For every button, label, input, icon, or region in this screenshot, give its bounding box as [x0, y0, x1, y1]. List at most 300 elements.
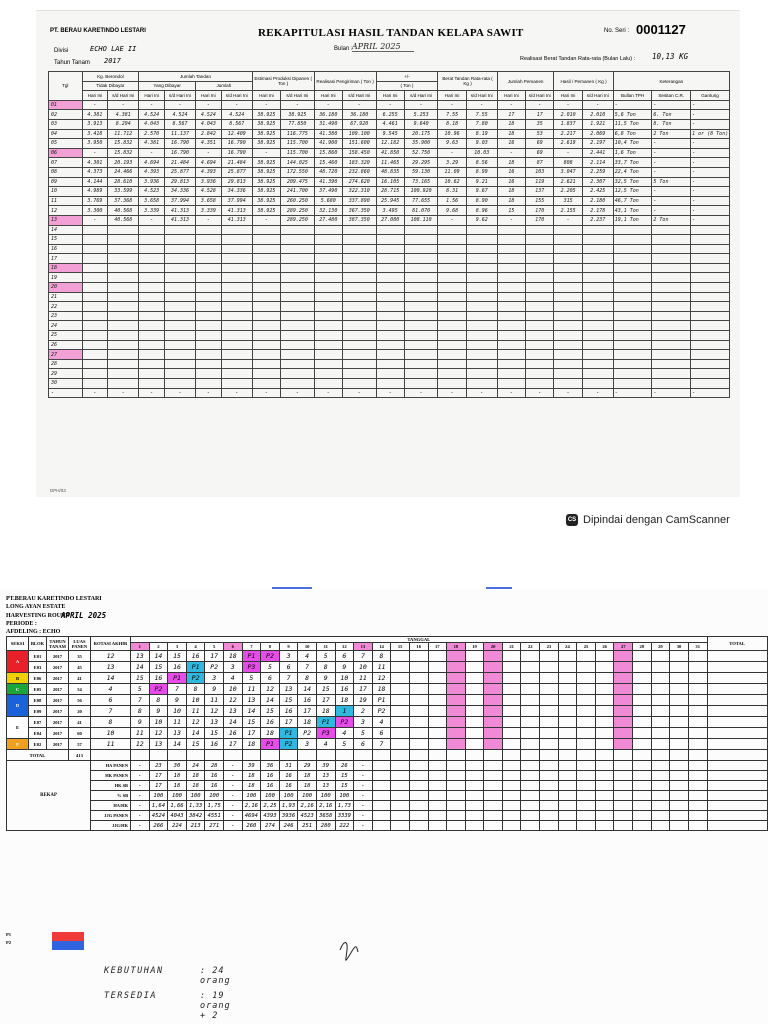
day-cell: 8 — [298, 673, 317, 684]
table-cell — [139, 302, 165, 312]
table-cell — [497, 263, 525, 273]
table-cell: - — [438, 388, 466, 398]
table-cell: 144.025 — [281, 158, 315, 168]
day-cell — [540, 717, 559, 728]
empty-cell — [428, 750, 447, 761]
rotasi-cell: 14 — [91, 673, 131, 684]
day-cell: 12 — [223, 695, 242, 706]
rekap-cell: 2,16 — [316, 801, 335, 811]
table-cell — [221, 331, 252, 341]
table-cell: 8.567 — [221, 119, 252, 129]
rekap-cell — [595, 821, 614, 831]
col-seksi: SEKSI — [7, 637, 29, 651]
table-cell — [466, 369, 497, 379]
sub-hari-ini: Hari Ini — [252, 91, 280, 101]
rekap-cell: - — [131, 801, 150, 811]
table-cell: 10.96 — [438, 129, 466, 139]
table-cell: - — [252, 100, 280, 110]
rekap-cell — [428, 821, 447, 831]
table-cell — [252, 321, 280, 331]
cell-tgl: 07 — [49, 158, 83, 168]
rekap-table — [48, 71, 730, 398]
table-cell — [466, 244, 497, 254]
table-cell: 24.466 — [108, 167, 139, 177]
rekap-cell: - — [223, 781, 242, 791]
rekap-cell: 18 — [298, 781, 317, 791]
table-row — [49, 158, 730, 168]
table-cell — [376, 321, 404, 331]
table-cell — [82, 369, 108, 379]
rekap-cell — [558, 811, 577, 821]
form-code: DPH/03 — [50, 488, 66, 493]
table-cell — [221, 292, 252, 302]
table-cell: 81.070 — [404, 206, 438, 216]
keterangan-cell: - — [652, 139, 691, 149]
keterangan-cell: 2 Ton — [652, 215, 691, 225]
table-cell: 73.165 — [404, 177, 438, 187]
day-cell — [614, 739, 633, 750]
table-cell — [466, 340, 497, 350]
luas-cell: 54 — [69, 684, 91, 695]
keterangan-cell: 33,7 Ton — [613, 158, 652, 168]
table-cell — [165, 321, 196, 331]
table-cell — [376, 359, 404, 369]
table-row — [49, 110, 730, 120]
sub-sd-hari-ini: s/d Hari Ini — [582, 91, 613, 101]
table-cell — [314, 359, 342, 369]
table-cell: 4.144 — [82, 177, 108, 187]
rekap-cell — [614, 771, 633, 781]
table-cell — [281, 283, 315, 293]
day-cell: 18 — [335, 695, 354, 706]
cell-tgl: 01 — [49, 100, 83, 110]
day-cell: 6 — [354, 739, 373, 750]
rekap-cell — [502, 821, 521, 831]
day-cell — [633, 662, 652, 673]
blok-cell: E06 — [29, 673, 47, 684]
harvest-table — [6, 636, 768, 831]
rekap-cell — [577, 811, 596, 821]
table-cell: 337.890 — [342, 196, 376, 206]
table-cell — [582, 292, 613, 302]
rekap-cell — [614, 781, 633, 791]
day-cell: 4 — [335, 728, 354, 739]
rekap-cell — [614, 821, 633, 831]
rekap-cell — [595, 801, 614, 811]
table-cell — [554, 235, 582, 245]
day-cell — [391, 706, 410, 717]
day-cell: 9 — [205, 684, 224, 695]
day-header: 7 — [242, 643, 261, 651]
table-cell: 16.790 — [221, 148, 252, 158]
rekap-cell — [465, 761, 484, 771]
rekap-cell: 280 — [316, 821, 335, 831]
table-cell — [497, 244, 525, 254]
table-row — [49, 206, 730, 216]
table-cell — [195, 331, 221, 341]
day-cell: 14 — [131, 662, 150, 673]
rekap-cell: 18 — [168, 781, 187, 791]
keterangan-cell: 6. Ton — [652, 110, 691, 120]
rekap-cell — [633, 791, 652, 801]
table-cell — [466, 331, 497, 341]
total-cell — [707, 706, 767, 717]
rekap-cell: 18 — [186, 771, 205, 781]
keterangan-cell: 11,5 Ton — [613, 119, 652, 129]
keterangan-cell — [691, 331, 730, 341]
rekap-cell: 251 — [298, 821, 317, 831]
rekap-cell: 39 — [316, 761, 335, 771]
rekap-cell — [521, 761, 540, 771]
rotasi-cell: 12 — [91, 651, 131, 662]
day-cell: 5 — [335, 739, 354, 750]
day-cell — [391, 651, 410, 662]
cell-tgl: 11 — [49, 196, 83, 206]
day-cell — [670, 684, 689, 695]
table-cell: - — [497, 388, 525, 398]
cell-tgl: - — [49, 388, 83, 398]
table-cell: 289.250 — [281, 206, 315, 216]
table-cell: 2.010 — [582, 110, 613, 120]
table-cell: 87 — [526, 158, 554, 168]
empty-cell — [558, 750, 577, 761]
keterangan-cell: - — [652, 206, 691, 216]
rekap-cell: 100 — [149, 791, 168, 801]
table-row — [49, 129, 730, 139]
sub-header-row — [49, 91, 730, 101]
table-cell — [108, 254, 139, 264]
table-cell — [554, 340, 582, 350]
rekap-cell: 16 — [279, 771, 298, 781]
rekap-cell: - — [223, 821, 242, 831]
keterangan-cell: 1,6 Ton — [613, 148, 652, 158]
rekap-cell: - — [354, 791, 373, 801]
table-cell: 41.850 — [376, 148, 404, 158]
rekap-cell — [428, 791, 447, 801]
total-cell — [707, 717, 767, 728]
day-cell: 13 — [131, 651, 150, 662]
day-cell: P1 — [316, 717, 335, 728]
table-cell: - — [165, 388, 196, 398]
rekap-cell — [651, 821, 670, 831]
table-cell — [252, 244, 280, 254]
table-cell: 5.680 — [314, 196, 342, 206]
table-cell — [139, 350, 165, 360]
table-cell — [438, 350, 466, 360]
day-cell — [595, 739, 614, 750]
col-realisasi-pengiriman: Realisasi Pengiriman ( Ton ) — [314, 72, 376, 91]
day-cell: 8 — [316, 662, 335, 673]
day-cell — [502, 695, 521, 706]
rekap-cell — [447, 771, 466, 781]
rekap-cell — [614, 811, 633, 821]
rekap-cell — [633, 801, 652, 811]
table-cell — [554, 321, 582, 331]
day-cell — [521, 739, 540, 750]
table-cell — [554, 379, 582, 389]
table-cell: - — [195, 100, 221, 110]
day-cell — [558, 684, 577, 695]
day-cell — [558, 717, 577, 728]
table-cell — [526, 292, 554, 302]
keterangan-cell — [691, 340, 730, 350]
table-cell: 109.100 — [342, 129, 376, 139]
day-cell — [670, 662, 689, 673]
table-cell: - — [582, 100, 613, 110]
table-cell — [342, 254, 376, 264]
col-tahun-tanam: TAHUN TANAM — [47, 637, 69, 651]
day-cell: 10 — [354, 662, 373, 673]
table-cell — [582, 244, 613, 254]
day-cell — [651, 651, 670, 662]
rekap-cell: - — [354, 761, 373, 771]
rekap-metric-label: JJG/HK — [91, 821, 131, 831]
table-cell: 8.18 — [438, 119, 466, 129]
day-cell — [465, 673, 484, 684]
table-cell: 274.620 — [342, 177, 376, 187]
table-cell — [342, 321, 376, 331]
keterangan-cell — [613, 340, 652, 350]
day-cell: 4 — [223, 673, 242, 684]
table-cell — [404, 359, 438, 369]
table-cell: 41.900 — [314, 139, 342, 149]
day-cell — [465, 717, 484, 728]
table-cell: 137 — [526, 187, 554, 197]
cell-tgl: 19 — [49, 273, 83, 283]
col-blok: BLOK — [29, 637, 47, 651]
table-cell — [252, 359, 280, 369]
rekap-cell — [688, 821, 707, 831]
day-cell — [614, 673, 633, 684]
col-luas-panen: LUAS PANEN — [69, 637, 91, 651]
table-cell — [165, 340, 196, 350]
table-cell — [376, 379, 404, 389]
empty-cell — [168, 750, 187, 761]
rekap-cell: 16 — [205, 771, 224, 781]
day-cell — [428, 673, 447, 684]
table-cell — [554, 359, 582, 369]
day-cell — [391, 739, 410, 750]
table-cell: 3.769 — [82, 196, 108, 206]
table-cell — [582, 369, 613, 379]
table-cell: - — [342, 388, 376, 398]
blok-cell: E03 — [29, 662, 47, 673]
col-kg-brondol: Kg. Berondol — [82, 72, 139, 82]
table-cell: 9.03 — [466, 139, 497, 149]
rekap-cell: - — [223, 811, 242, 821]
rekap-row — [7, 781, 768, 791]
table-cell — [195, 369, 221, 379]
divisi-value: ECHO LAE II — [90, 45, 137, 53]
table-cell: 4.524 — [195, 110, 221, 120]
scanner-text: Dipindai dengan CamScanner — [583, 514, 730, 526]
rekap-cell — [447, 821, 466, 831]
table-cell — [582, 321, 613, 331]
table-cell: - — [526, 100, 554, 110]
keterangan-cell: 10,4 Ton — [613, 139, 652, 149]
day-cell: P1 — [279, 728, 298, 739]
rekap-cell — [614, 801, 633, 811]
rekap-cell: 18 — [168, 771, 187, 781]
rekap-cell — [372, 811, 391, 821]
rekap-cell: 100 — [205, 791, 224, 801]
table-cell: 158.450 — [342, 148, 376, 158]
table-cell — [497, 359, 525, 369]
table-cell: - — [582, 388, 613, 398]
table-cell — [82, 302, 108, 312]
day-header: 9 — [279, 643, 298, 651]
rekap-cell: 24 — [186, 761, 205, 771]
day-header: 1 — [131, 643, 150, 651]
day-cell — [558, 662, 577, 673]
keterangan-cell — [652, 235, 691, 245]
day-cell: 18 — [261, 728, 280, 739]
keterangan-cell: 6,8 Ton — [613, 129, 652, 139]
rekap-cell — [688, 791, 707, 801]
table-cell — [526, 350, 554, 360]
rekap-cell — [391, 761, 410, 771]
table-cell — [165, 311, 196, 321]
rekap-cell — [391, 771, 410, 781]
day-cell — [558, 651, 577, 662]
keterangan-cell — [652, 273, 691, 283]
rekap-cell: 4551 — [205, 811, 224, 821]
rekap-cell — [614, 791, 633, 801]
table-cell — [526, 359, 554, 369]
table-cell: - — [314, 388, 342, 398]
empty-cell — [540, 750, 559, 761]
table-cell: 67.920 — [342, 119, 376, 129]
day-cell — [688, 739, 707, 750]
table-cell: - — [82, 388, 108, 398]
day-cell: 16 — [335, 684, 354, 695]
day-cell — [428, 695, 447, 706]
day-cell: 7 — [354, 651, 373, 662]
table-cell: 2.180 — [582, 196, 613, 206]
day-cell — [633, 728, 652, 739]
table-cell: 15.832 — [108, 148, 139, 158]
table-cell: 2.570 — [139, 129, 165, 139]
day-cell — [465, 728, 484, 739]
empty-cell — [688, 750, 707, 761]
day-cell — [595, 662, 614, 673]
keterangan-cell: - — [613, 100, 652, 110]
table-cell — [165, 359, 196, 369]
table-cell: 41.313 — [165, 206, 196, 216]
table-cell: 38.925 — [281, 110, 315, 120]
rekap-cell — [633, 821, 652, 831]
table-cell: 6.255 — [376, 110, 404, 120]
cell-tgl: 24 — [49, 321, 83, 331]
day-header: 14 — [372, 643, 391, 651]
table-cell — [438, 321, 466, 331]
table-cell: 367.350 — [342, 206, 376, 216]
table-cell — [108, 273, 139, 283]
rekap-cell — [447, 791, 466, 801]
kebutuhan-note — [104, 966, 231, 986]
keterangan-cell — [652, 331, 691, 341]
rekap-cell — [558, 771, 577, 781]
table-cell — [554, 369, 582, 379]
table-cell — [108, 379, 139, 389]
rekap-label: REKAP — [7, 761, 91, 831]
keterangan-cell: - — [691, 158, 730, 168]
day-cell — [614, 695, 633, 706]
keterangan-cell — [613, 283, 652, 293]
rekap-cell — [409, 821, 428, 831]
day-cell — [558, 706, 577, 717]
day-cell — [633, 706, 652, 717]
table-row — [49, 388, 730, 398]
rekap-cell — [502, 811, 521, 821]
tahun-cell: 2017 — [47, 728, 69, 739]
day-cell — [688, 684, 707, 695]
table-cell — [221, 254, 252, 264]
periode-label: PERIODE : — [6, 620, 37, 627]
table-cell: 18 — [497, 187, 525, 197]
table-cell — [438, 340, 466, 350]
rekap-cell — [521, 801, 540, 811]
day-cell: 15 — [149, 662, 168, 673]
blok-cell: E02 — [29, 739, 47, 750]
table-cell: 2.259 — [582, 167, 613, 177]
table-cell — [314, 331, 342, 341]
rekap-cell: 1,64 — [149, 801, 168, 811]
day-cell — [651, 684, 670, 695]
table-cell: 38.925 — [252, 139, 280, 149]
table-cell — [438, 283, 466, 293]
cell-tgl: 27 — [49, 350, 83, 360]
table-cell — [497, 254, 525, 264]
table-cell: 151.600 — [342, 139, 376, 149]
day-cell: 6 — [279, 662, 298, 673]
day-cell: 11 — [242, 684, 261, 695]
day-cell — [688, 717, 707, 728]
day-cell — [391, 717, 410, 728]
table-cell: 2.425 — [582, 187, 613, 197]
table-cell — [108, 225, 139, 235]
table-cell: - — [252, 388, 280, 398]
table-cell: - — [554, 100, 582, 110]
day-cell — [540, 684, 559, 695]
table-cell — [582, 235, 613, 245]
rekap-cell — [558, 781, 577, 791]
keterangan-cell — [691, 263, 730, 273]
rekap-cell — [372, 821, 391, 831]
table-cell: 36.180 — [314, 110, 342, 120]
table-row — [49, 321, 730, 331]
table-cell — [165, 235, 196, 245]
tahun-cell: 2017 — [47, 739, 69, 750]
rekap-cell: 246 — [279, 821, 298, 831]
table-cell — [554, 302, 582, 312]
table-cell — [195, 302, 221, 312]
rekap-cell — [372, 781, 391, 791]
rekap-total-cell — [707, 801, 767, 811]
table-cell — [281, 302, 315, 312]
rekap-cell: 4694 — [242, 811, 261, 821]
rekap-cell — [558, 821, 577, 831]
table-cell — [252, 235, 280, 245]
table-cell — [82, 340, 108, 350]
day-cell: 11 — [131, 728, 150, 739]
cell-tgl: 29 — [49, 369, 83, 379]
table-cell: 33.599 — [108, 187, 139, 197]
table-cell — [404, 254, 438, 264]
rekap-cell: 100 — [335, 791, 354, 801]
table-cell — [376, 263, 404, 273]
table-cell — [554, 263, 582, 273]
